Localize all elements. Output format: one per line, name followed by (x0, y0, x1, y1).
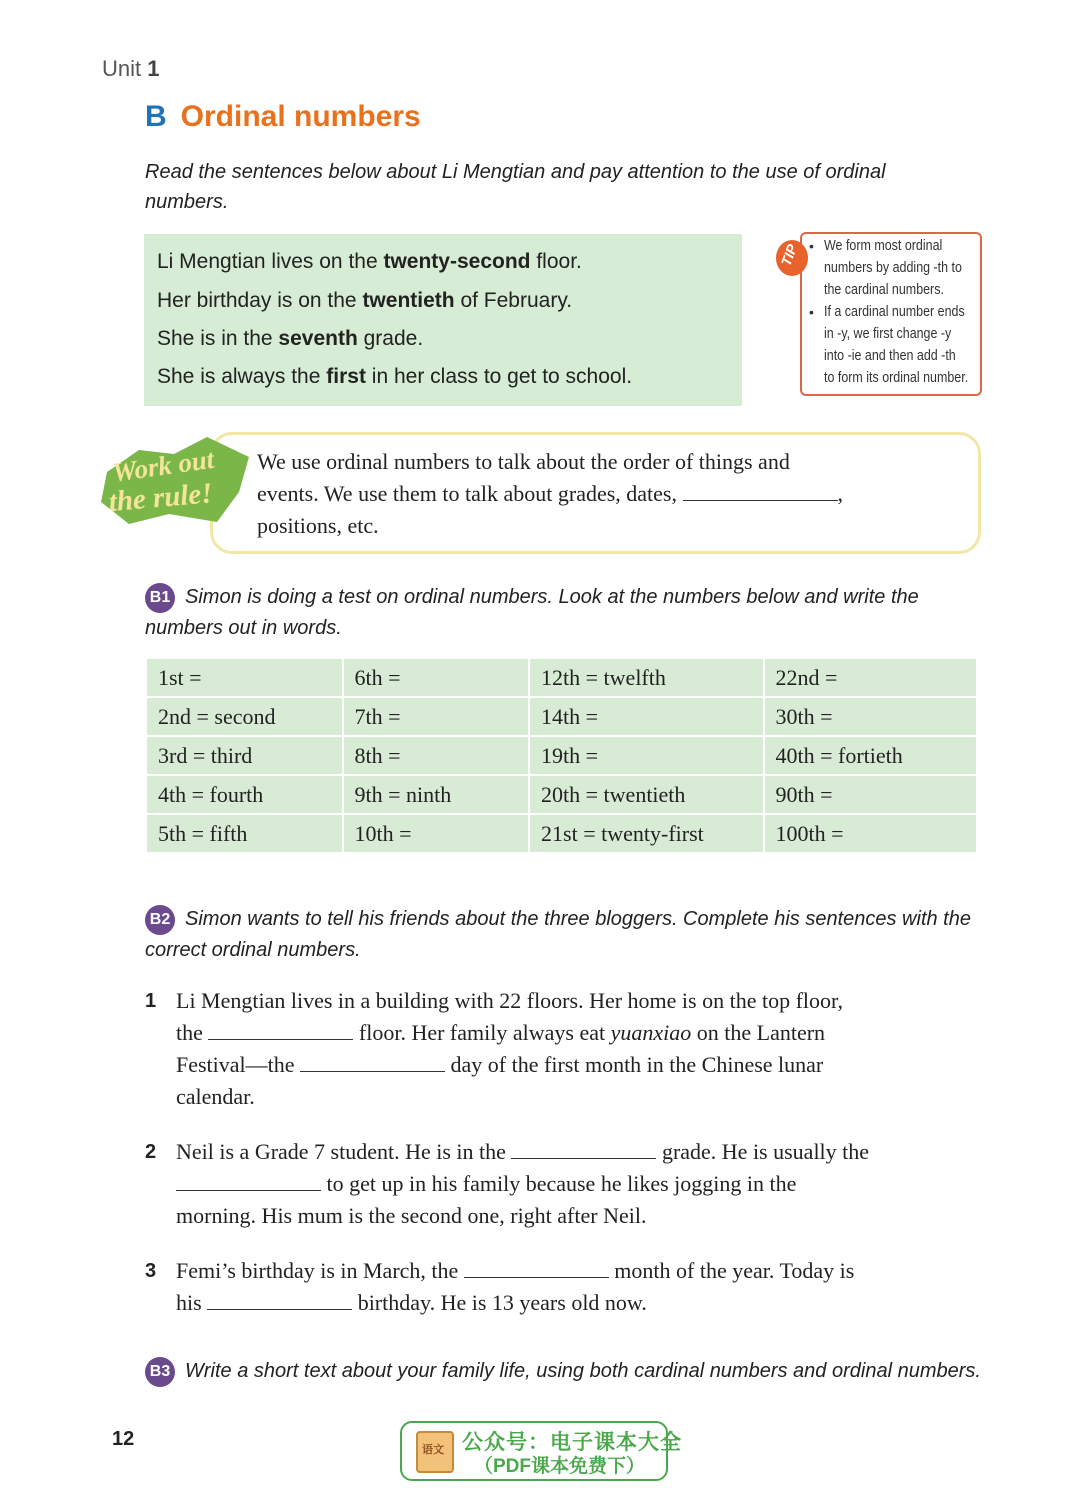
rule-text (257, 446, 957, 542)
section-heading (145, 100, 421, 134)
table-row (146, 775, 977, 814)
example-sentence: She is always the first in her class to get to school. (157, 365, 633, 388)
task-badge-b1: B1 (145, 583, 175, 613)
table-row (146, 697, 977, 736)
item-number: 3 (145, 1260, 157, 1282)
page-number: 12 (112, 1428, 135, 1450)
tip-line: numbers by adding -th to (824, 260, 962, 276)
table-cell[interactable]: 90th = (764, 775, 978, 814)
rule-line: positions, etc. (257, 513, 379, 538)
watermark-banner (400, 1421, 682, 1481)
b3-instruction: B3 Write a short text about your family life, using both cardinal numbers and ordinal numbers. (145, 1356, 985, 1387)
table-cell[interactable]: 3rd = third (146, 736, 343, 775)
item-number: 2 (145, 1141, 157, 1163)
watermark-line-2: （PDF课本免费下） (474, 1456, 646, 1477)
table-cell[interactable]: 12th = twelfth (529, 658, 763, 697)
table-cell[interactable]: 8th = (343, 736, 530, 775)
section-title: Ordinal numbers (180, 100, 421, 133)
task-badge-b2: B2 (145, 905, 175, 935)
table-cell[interactable]: 10th = (343, 814, 530, 853)
exercise-item-1: 1 Li Mengtian lives in a building with 22 floors. Her home is on the top floor, the floor. Her family always eat yuanxiao on the Lantern Festival—the day of the first month in the Chinese lunar calendar. (145, 985, 975, 1113)
exercise-item-2: 2 Neil is a Grade 7 student. He is in the grade. He is usually the to get up in his family because he likes jogging in the morning. His mum is the second one, right after Neil. (145, 1136, 975, 1232)
table-row (146, 658, 977, 697)
table-row (146, 814, 977, 853)
table-cell[interactable]: 7th = (343, 697, 530, 736)
table-cell[interactable]: 6th = (343, 658, 530, 697)
table-cell[interactable]: 40th = fortieth (764, 736, 978, 775)
b1-instruction: B1 Simon is doing a test on ordinal numbers. Look at the numbers below and write the numbers out in words. (145, 582, 985, 643)
table-row (146, 736, 977, 775)
answer-blank[interactable] (208, 1021, 353, 1040)
answer-blank[interactable] (464, 1259, 609, 1278)
intro-instruction: Read the sentences below about Li Mengtian and pay attention to the use of ordinal numbers. (145, 161, 886, 213)
table-cell[interactable]: 30th = (764, 697, 978, 736)
table-cell[interactable]: 22nd = (764, 658, 978, 697)
ordinal-table (145, 657, 978, 854)
example-sentence: Her birthday is on the twentieth of February. (157, 289, 573, 312)
table-cell[interactable]: 9th = ninth (343, 775, 530, 814)
watermark-line-1: 公众号：电子课本大全 (462, 1431, 682, 1454)
answer-blank[interactable] (300, 1053, 445, 1072)
tip-line: to form its ordinal number. (824, 370, 969, 386)
unit-number: 1 (147, 56, 160, 81)
rule-line: We use ordinal numbers to talk about the order of things and (257, 449, 790, 474)
book-icon: 语文 (416, 1431, 454, 1473)
tip-line: We form most ordinal (824, 238, 943, 254)
example-sentences-box (144, 234, 742, 406)
exercise-item-3: 3 Femi’s birthday is in March, the month of the year. Today is his birthday. He is 13 years old now. (145, 1255, 975, 1319)
table-cell[interactable]: 19th = (529, 736, 763, 775)
bullet-icon: • (809, 304, 814, 320)
example-sentence: She is in the seventh grade. (157, 327, 424, 350)
tip-label: TIP (777, 242, 801, 268)
badge-line-2: the rule! (107, 477, 214, 519)
badge-line-1: Work out (110, 443, 216, 488)
section-letter: B (145, 100, 167, 133)
tip-line: the cardinal numbers. (824, 282, 944, 298)
tip-line: into -ie and then add -th (824, 348, 956, 364)
answer-blank[interactable] (683, 482, 838, 501)
bullet-icon: • (809, 238, 814, 254)
table-cell[interactable]: 2nd = second (146, 697, 343, 736)
tip-box (800, 232, 982, 396)
table-cell[interactable]: 1st = (146, 658, 343, 697)
answer-blank[interactable] (207, 1291, 352, 1310)
b2-instruction: B2 Simon wants to tell his friends about the three bloggers. Complete his sentences with the correct ordinal numbers. (145, 904, 985, 965)
table-cell[interactable]: 20th = twentieth (529, 775, 763, 814)
table-cell[interactable]: 4th = fourth (146, 775, 343, 814)
answer-blank[interactable] (176, 1172, 321, 1191)
table-cell[interactable]: 100th = (764, 814, 978, 853)
work-out-rule-badge (99, 432, 249, 527)
tip-line: in -y, we first change -y (824, 326, 952, 342)
tip-line: If a cardinal number ends (824, 304, 965, 320)
table-cell[interactable]: 21st = twenty-first (529, 814, 763, 853)
task-badge-b3: B3 (145, 1357, 175, 1387)
unit-word: Unit (102, 56, 142, 81)
item-number: 1 (145, 990, 157, 1012)
rule-line: events. We use them to talk about grades, dates, , (257, 481, 843, 506)
answer-blank[interactable] (511, 1140, 656, 1159)
example-sentence: Li Mengtian lives on the twenty-second floor. (157, 250, 582, 273)
unit-label (102, 56, 160, 82)
table-cell[interactable]: 14th = (529, 697, 763, 736)
table-cell[interactable]: 5th = fifth (146, 814, 343, 853)
